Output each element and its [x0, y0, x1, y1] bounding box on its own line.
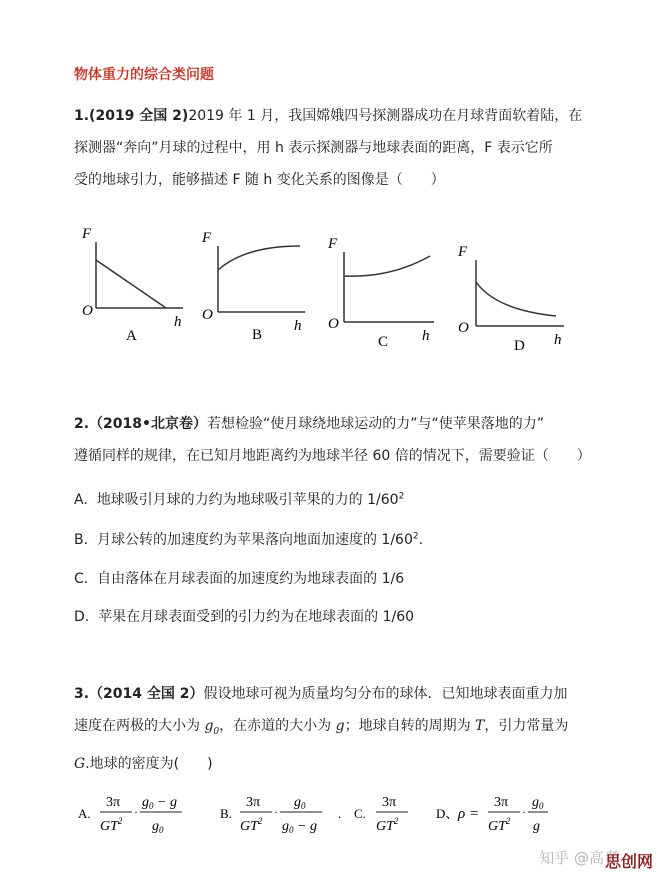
graph-c-origin: O	[328, 316, 339, 332]
question-1-line3: 受的地球引力，能够描述 F 随 h 变化关系的图像是（ ）	[74, 172, 445, 188]
option-letter: C.	[74, 571, 89, 587]
watermark: 知乎 @高考	[539, 849, 619, 867]
option-text: 地球吸引月球的力约为地球吸引苹果的力的 1/60	[96, 492, 399, 508]
question-3-text: ；地球自转的周期为	[344, 718, 476, 734]
graph-b-y-label: F	[202, 230, 212, 246]
question-2-option-a[interactable]	[74, 489, 404, 509]
symbol-g: g	[335, 718, 345, 734]
formula-denominator: $GT^2$	[100, 816, 123, 834]
graph-d-curve	[476, 282, 556, 316]
graph-a	[78, 220, 198, 345]
question-3-option-a[interactable]	[78, 795, 182, 835]
graph-d-y-label: F	[458, 244, 468, 260]
graph-d-label: D	[514, 338, 525, 354]
symbol-G: G	[74, 755, 86, 772]
option-tail: .	[418, 532, 424, 548]
question-2-option-c[interactable]	[74, 568, 404, 588]
svg-text:g0: $g_0$	[532, 795, 544, 811]
option-text: 苹果在月球表面受到的引力约为在地球表面的 1/60	[98, 609, 415, 625]
svg-text:g0 − g: $g_0 - g$	[142, 795, 177, 811]
svg-text:GT2: $GT^2$	[488, 816, 511, 834]
graph-d-x-label: h	[554, 332, 562, 348]
graph-b	[200, 224, 320, 349]
question-3-line3: .地球的密度为( )	[85, 755, 213, 772]
graph-b-x-label: h	[294, 318, 302, 334]
question-2	[74, 408, 614, 472]
option-superscript: 2	[412, 531, 419, 542]
symbol-g0: $g_0$	[204, 718, 220, 737]
graph-d-origin: O	[458, 320, 469, 336]
question-3-options	[70, 788, 630, 838]
option-letter: D.	[74, 609, 90, 625]
option-letter: A.	[78, 806, 91, 821]
svg-text:3π: 3π	[494, 795, 509, 810]
question-2-line1: 若想检验“使月球绕地球运动的力”与“使苹果落地的力”	[206, 416, 544, 432]
graph-a-origin: O	[82, 303, 93, 319]
watermark-logo: 思创网	[604, 852, 653, 871]
svg-text:ρ =: ρ =	[458, 806, 480, 822]
question-1-line2: 探测器“奔向”月球的过程中，用 h 表示探测器与地球表面的距离，F 表示它所	[74, 140, 553, 156]
option-letter: C.	[354, 806, 366, 821]
question-1	[74, 100, 594, 196]
svg-text:GT2: $GT^2$	[240, 816, 263, 834]
question-1-number: 1.(2019 全国 2)	[74, 108, 189, 124]
graph-b-label: B	[252, 327, 263, 343]
question-3	[74, 678, 614, 780]
svg-text:g0: $g_0$	[294, 795, 306, 811]
graph-b-origin: O	[202, 307, 213, 323]
graph-b-curve	[218, 246, 300, 270]
page-title: 物体重力的综合类问题	[74, 67, 214, 83]
question-3-option-c[interactable]	[354, 795, 408, 834]
svg-text:·: ·	[274, 805, 278, 819]
symbol-t: T	[475, 718, 485, 734]
question-3-text: ，引力常量为	[484, 718, 569, 734]
graph-c-x-label: h	[422, 328, 430, 344]
question-2-number: 2.（2018•北京卷）	[74, 416, 207, 432]
graph-d	[456, 238, 576, 356]
question-3-text: 速度在两极的大小为	[74, 718, 205, 734]
svg-text:·: ·	[522, 805, 526, 819]
question-1-line1: 2019 年 1 月，我国嫦娥四号探测器成功在月球背面软着陆，在	[188, 108, 583, 124]
question-2-option-b[interactable]	[74, 529, 423, 549]
option-letter: A.	[74, 492, 88, 508]
option-text: 月球公转的加速度约为苹果落向地面加速度的 1/60	[96, 532, 413, 548]
graph-a-label: A	[126, 328, 137, 344]
option-letter: B.	[220, 806, 232, 821]
question-2-option-d[interactable]	[74, 606, 414, 626]
graph-c-y-label: F	[328, 236, 338, 252]
svg-text:g0 − g: $g_0 - g$	[282, 819, 317, 835]
option-text: 自由落体在月球表面的加速度约为地球表面的 1/6	[97, 571, 405, 587]
option-superscript: 2	[398, 491, 405, 502]
svg-text:·: ·	[134, 805, 138, 819]
graph-c-label: C	[378, 334, 389, 350]
graph-c-curve	[344, 256, 430, 276]
option-letter: B.	[74, 532, 89, 548]
question-3-option-d[interactable]	[436, 795, 548, 834]
question-3-option-b[interactable]	[220, 795, 341, 835]
svg-text:g0: $g_0$	[152, 819, 164, 835]
question-3-text: ，在赤道的大小为	[219, 718, 336, 734]
svg-text:g: g	[533, 819, 540, 834]
question-3-line1: 假设地球可视为质量均匀分布的球体．已知地球表面重力加	[203, 686, 568, 702]
question-3-number: 3.（2014 全国 2）	[74, 686, 204, 702]
graph-a-curve	[96, 260, 166, 308]
graph-c	[326, 230, 446, 355]
svg-text:3π: 3π	[382, 795, 397, 810]
question-2-line2: 遵循同样的规律，在已知月地距离约为地球半径 60 倍的情况下，需要验证（ ）	[74, 448, 591, 464]
formula-numerator: 3π	[106, 795, 121, 810]
svg-text:GT2: $GT^2$	[376, 816, 399, 834]
svg-text:3π: 3π	[246, 795, 261, 810]
graph-a-x-label: h	[174, 314, 182, 330]
graph-a-y-label: F	[82, 226, 92, 242]
option-letter: D、	[436, 806, 459, 821]
svg-text:.: .	[338, 806, 342, 821]
